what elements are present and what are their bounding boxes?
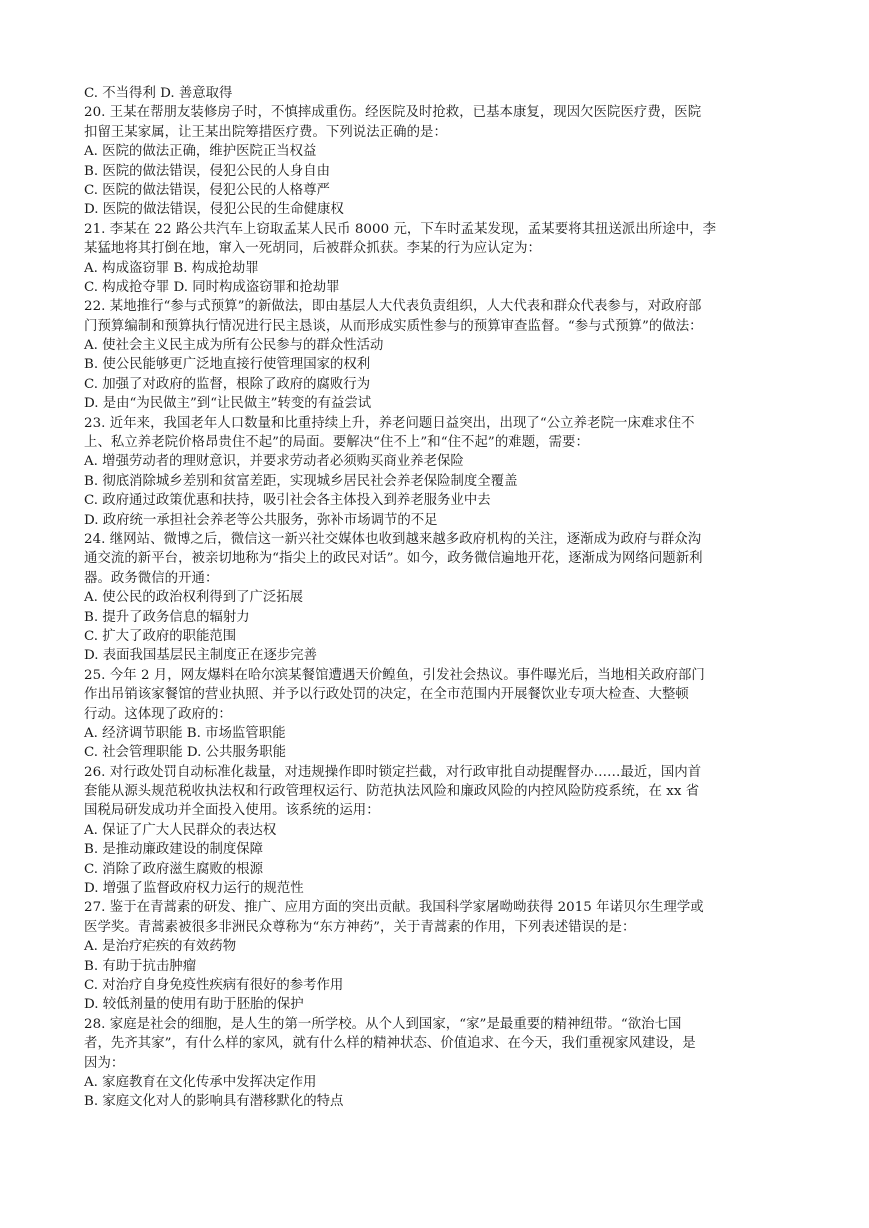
question-23-stem: 23. 近年来，我国老年人口数量和比重持续上升，养老问题日益突出，出现了“公立养老院一床难求住不 [84, 415, 695, 431]
option-line: A. 构成盗窃罪 B. 构成抢劫罪 [84, 260, 259, 276]
question-22-stem: 门预算编制和预算执行情况进行民主恳谈，从而形成实质性参与的预算审查监督。“参与式预算”的做法： [84, 318, 703, 334]
option-line: C. 对治疗自身免疫性疾病有很好的参考作用 [84, 977, 344, 993]
question-25-stem: 25. 今年 2 月，网友爆料在哈尔滨某餐馆遭遇天价鳇鱼，引发社会热议。事件曝光后，当地相关政府部门 [84, 667, 705, 683]
question-21-stem: 某猛地将其打倒在地，窜入一死胡同，后被群众抓获。李某的行为应认定为： [84, 241, 541, 257]
option-line: B. 医院的做法错误，侵犯公民的人身自由 [84, 163, 330, 179]
question-27-stem: 27. 鉴于在青蒿素的研发、推广、应用方面的突出贡献。我国科学家屠呦呦获得 2015 年诺贝尔生理学或 [84, 900, 704, 916]
option-line: C. 消除了政府滋生腐败的根源 [84, 861, 263, 877]
option-line: A. 经济调节职能 B. 市场监管职能 [84, 725, 286, 741]
option-line: D. 增强了监督政府权力运行的规范性 [84, 881, 304, 897]
option-line: B. 使公民能够更广泛地直接行使管理国家的权利 [84, 357, 371, 373]
question-26-stem: 国税局研发成功并全面投入使用。该系统的运用： [84, 803, 380, 819]
option-line: B. 是推动廉政建设的制度保障 [84, 842, 264, 858]
option-line: D. 表面我国基层民主制度正在逐步完善 [84, 648, 318, 664]
option-line: B. 有助于抗击肿瘤 [84, 958, 197, 974]
question-24-stem: 器。政务微信的开通： [84, 570, 219, 586]
option-line: D. 较低剂量的使用有助于胚胎的保护 [84, 997, 304, 1013]
option-line: A. 增强劳动者的理财意识，并要求劳动者必须购买商业养老保险 [84, 454, 464, 470]
option-line: C. 加强了对政府的监督，根除了政府的腐败行为 [84, 376, 371, 392]
option-line: B. 提升了政务信息的辐射力 [84, 609, 250, 625]
option-line: C. 扩大了政府的职能范围 [84, 628, 237, 644]
question-28-stem: 因为： [84, 1055, 125, 1071]
question-25-stem: 行动。这体现了政府的： [84, 706, 232, 722]
question-20-stem: 20. 王某在帮朋友装修房子时，不慎摔成重伤。经医院及时抢救，已基本康复，现因欠医院医疗费，医院 [84, 105, 702, 121]
document-body [84, 84, 787, 1112]
question-20-stem: 扣留王某家属，让王某出院筹措医疗费。下列说法正确的是： [84, 124, 447, 140]
option-line: A. 医院的做法正确，维护医院正当权益 [84, 144, 317, 160]
option-line: A. 保证了广大人民群众的表达权 [84, 822, 277, 838]
question-24-stem: 24. 继网站、微博之后，微信这一新兴社交媒体也收到越来越多政府机构的关注，逐渐成为政府与群众沟 [84, 531, 702, 547]
question-28-stem: 28. 家庭是社会的细胞，是人生的第一所学校。从个人到国家，“家”是最重要的精神纽带。“欲治七国 [84, 1016, 682, 1032]
option-line: C. 构成抢夺罪 D. 同时构成盗窃罪和抢劫罪 [84, 279, 340, 295]
question-26-stem: 套能从源头规范税收执法权和行政管理权运行、防范执法风险和廉政风险的内控风险防疫系统，在 xx 省 [84, 784, 700, 800]
question-24-stem: 通交流的新平台，被亲切地称为“指尖上的政民对话”。如今，政务微信遍地开花，逐渐成为网络问题新利 [84, 551, 703, 567]
option-line: D. 政府统一承担社会养老等公共服务，弥补市场调节的不足 [84, 512, 438, 528]
question-21-stem: 21. 李某在 22 路公共汽车上窃取孟某人民币 8000 元，下车时孟某发现，孟某要将其扭送派出所途中，李 [84, 221, 717, 237]
option-line: A. 使社会主义民主成为所有公民参与的群众性活动 [84, 338, 384, 354]
option-line: B. 家庭文化对人的影响具有潜移默化的特点 [84, 1094, 344, 1110]
option-line: D. 医院的做法错误，侵犯公民的生命健康权 [84, 202, 344, 218]
question-26-stem: 26. 对行政处罚自动标准化裁量，对违规操作即时锁定拦截，对行政审批自动提醒督办……最近，国内首 [84, 764, 702, 780]
question-27-stem: 医学奖。青蒿素被很多非洲民众尊称为“东方神药”，关于青蒿素的作用，下列表述错误的是： [84, 919, 636, 935]
option-line: A. 使公民的政治权利得到了广泛拓展 [84, 590, 304, 606]
option-line: D. 是由“为民做主”到“让民做主”转变的有益尝试 [84, 396, 372, 412]
option-line: C. 不当得利 D. 善意取得 [84, 86, 233, 101]
option-line: A. 家庭教育在文化传承中发挥决定作用 [84, 1074, 317, 1090]
question-22-stem: 22. 某地推行“参与式预算”的新做法，即由基层人大代表负责组织，人大代表和群众代表参与，对政府部 [84, 299, 702, 315]
option-line: B. 彻底消除城乡差别和贫富差距，实现城乡居民社会养老保险制度全覆盖 [84, 473, 518, 489]
option-line: C. 政府通过政策优惠和扶持，吸引社会各主体投入到养老服务业中去 [84, 493, 491, 509]
option-line: C. 社会管理职能 D. 公共服务职能 [84, 745, 286, 761]
question-28-stem: 者，先齐其家”，有什么样的家风，就有什么样的精神状态、价值追求、在今天，我们重视家风建设，是 [84, 1036, 696, 1052]
option-line: C. 医院的做法错误，侵犯公民的人格尊严 [84, 182, 330, 198]
question-23-stem: 上、私立养老院价格昂贵住不起”的局面。要解决“住不上”和“住不起”的难题，需要： [84, 435, 589, 451]
question-25-stem: 作出吊销该家餐馆的营业执照、并予以行政处罚的决定，在全市范围内开展餐饮业专项大检查、大整顿 [84, 687, 689, 703]
option-line: A. 是治疗疟疾的有效药物 [84, 939, 237, 955]
